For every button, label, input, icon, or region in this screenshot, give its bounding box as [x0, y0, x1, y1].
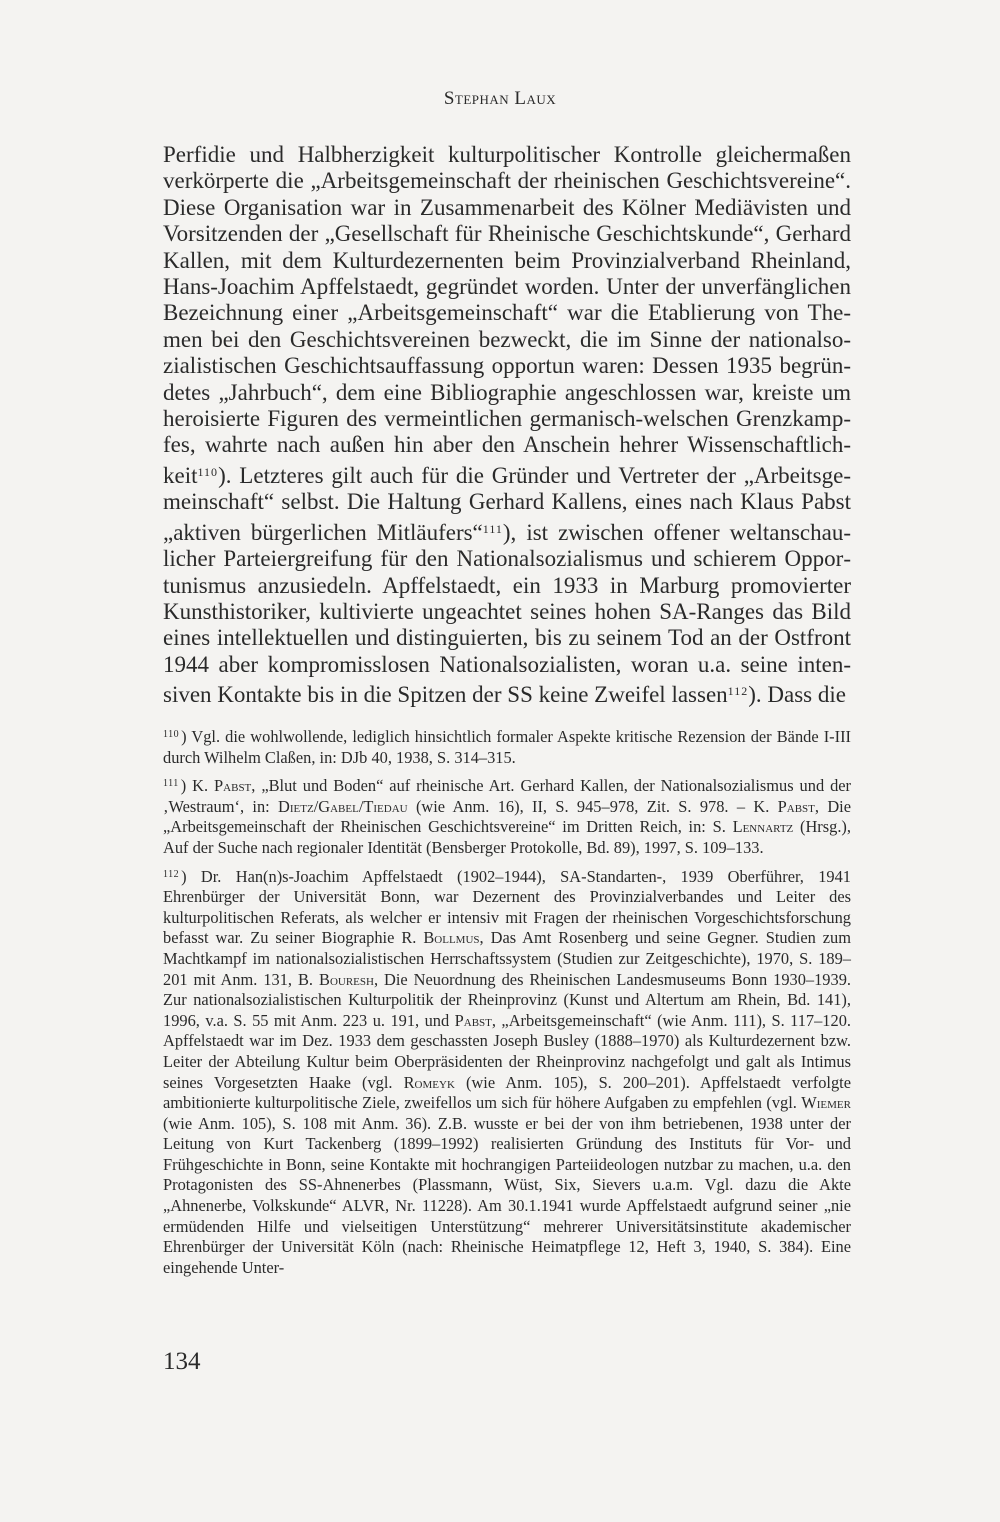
footnote-text: ) Vgl. die wohlwollende, lediglich hinsichtlich formaler Aspekte kritische Rezension der Bände I-III durch Wilhelm Claßen, in: DJb 40, 1938, S. 314–315. [163, 727, 851, 767]
running-title: Stephan Laux [443, 88, 557, 109]
body-text-part-1: Perfidie und Halbherzigkeit kulturpolitischer Kontrolle gleichermaßen verkörperte die „Arbeitsgemeinschaft der rheinischen Geschichtsvereine“. Diese Organisation war in Zusammenarbeit des Kölner Mediävisten und Vorsitzenden der „Gesellschaft für Rheinische Geschichtskunde“, Gerhard Kallen, mit dem Kulturdezernenten beim Provinzialverband Rheinland, Hans-Joachim Apffelstaedt, gegründet worden. Unter der unverfänglichen Bezeichnung einer „Arbeitsgemeinschaft“ war die Etablierung von Themen bei den Geschichtsvereinen bezweckt, die im Sinne der nationalsozialistischen Geschichtsauffassung opportun waren: Dessen 1935 begründetes „Jahrbuch“, dem eine Bibliographie angeschlossen war, kreiste um heroisierte Figuren des vermeintlichen germanisch-welschen Grenzkampfes, wahrte nach außen hin aber den Anschein hehrer Wissenschaftlichkeit [163, 142, 851, 488]
main-text [163, 142, 851, 709]
footnote-text: , „Blut und Boden“ auf rheinische Art. Gerhard Kallen, der Nationalsozialismus und der ‚Westraum‘, in: [163, 776, 852, 816]
author-name: Pabst [214, 776, 252, 796]
footnote-text: (wie Anm. 16), II, S. 945–978, Zit. S. 978. – K. [407, 796, 778, 816]
footnote-text: (Hrsg.), Auf der Suche nach regionaler Identität (Bensberger Protokolle, Bd. 89), 1997, S. 109–133. [163, 817, 851, 857]
author-name: Lennartz [732, 817, 794, 837]
footnote-text: (wie Anm. 105), S. 108 mit Anm. 36). Z.B. wusste er bei der von ihm betriebenen, 1938 unter der Leitung von Kurt Tackenberg (1899–1992) realisierten Gründung des Instituts für Vor- und Frühgeschichte in Bonn, seine Kontakte mit hochrangigen Parteiideologen nutzbar zu machen, u.a. den Protagonisten des SS-Ahnenerbes (Plassmann, Wüst, Six, Sievers u.a.m. Vgl. dazu die Akte „Ahnenerbe, Volkskunde“ ALVR, Nr. 11228). Am 30.1.1941 wurde Apffelstaedt aufgrund seiner „nie ermüdenden Hilfe und vielseitigen Unterstützung“ mehrerer Universitätsinstitute akademischer Ehrenbürger der Universität Köln (nach: Rheinische Heimatpflege 12, Heft 3, 1940, S. 384). Eine eingehende Unter- [163, 1113, 851, 1277]
footnote-112 [163, 865, 851, 1279]
footnote-text: ) Dr. Han(n)s-Joachim Apffelstaedt (1902–1944), SA-Standarten-, 1939 Oberführer, 1941 Ehrenbürger der Universität Bonn, war Dezernent des Provinzialverbandes und Leiter des kulturpolitischen Referats, als welcher er intensiv mit Fragen der rheinischen Vorgeschichtsforschung befasst war. Zu seiner Biographie R. [163, 866, 851, 948]
author-name: Pabst [454, 1010, 492, 1030]
body-text-part-3: ), ist zwischen offener weltanschaulicher Parteiergreifung für den Nationalsozialismus und schierem Opportunismus anzusiedeln. Apffelstaedt, ein 1933 in Marburg promovierter Kunsthistoriker, kultivierte ungeachtet seines hohen SA-Ranges das Bild eines intellektuellen und distinguierten, bis zu seinem Tod an der Ostfront 1944 aber kompromisslosen Nationalsozialisten, woran u.a. seine intensiven Kontakte bis in die Spitzen der SS keine Zweifel lassen [163, 519, 852, 708]
footnote-111 [163, 774, 851, 858]
footnote-110 [163, 725, 851, 768]
page-number: 134 [163, 1348, 201, 1375]
footnote-number: 112 [163, 868, 180, 880]
footnote-ref-110[interactable]: 110 [197, 464, 219, 479]
footnotes [163, 725, 851, 1284]
footnote-ref-112[interactable]: 112 [727, 684, 749, 699]
body-text-part-4: ). Dass die [748, 682, 846, 708]
footnote-ref-111[interactable]: 111 [482, 521, 503, 536]
body-paragraph [163, 142, 851, 709]
running-header [0, 88, 1000, 110]
author-name: Bouresh [319, 969, 374, 989]
footnote-text: ) K. [180, 776, 215, 796]
footnote-number: 110 [163, 729, 180, 740]
author-name: Romeyk [403, 1072, 455, 1092]
author-name: Pabst [777, 796, 815, 816]
footnote-number: 111 [163, 778, 179, 790]
footnote-text: , „Arbeitsgemeinschaft“ (wie Anm. 111), S. 117–120. Apffelstaedt war im Dez. 1933 dem geschassten Joseph Busley (1888–1970) als Kulturdezernent bzw. Leiter der Abteilung Kultur beim Oberpräsidenten der Rheinprovinz nachgefolgt und galt als Intimus seines Vorgesetzten Haake (vgl. [163, 1010, 851, 1092]
author-name: Wiemer [801, 1093, 851, 1113]
footnote-text: (wie Anm. 105), S. 200–201). Apffelstaedt verfolgte ambitionierte kulturpolitische Ziele, zweifellos um sich für höhere Aufgaben zu empfehlen (vgl. [163, 1072, 851, 1113]
author-name: Bollmus [423, 928, 480, 948]
body-text-part-2: ). Letzteres gilt auch für die Gründer und Vertreter der „Arbeitsgemeinschaft“ selbst. Die Haltung Gerhard Kallens, eines nach Klaus Pabst „aktiven bürgerlichen Mitläufers“ [163, 462, 851, 545]
footnote-text: , Die Neuordnung des Rheinischen Landesmuseums Bonn 1930–1939. Zur nationalsozialistischen Kulturpolitik der Rheinprovinz (Kunst und Altertum am Rhein, Bd. 141), 1996, v.a. S. 55 mit Anm. 223 u. 191, und [163, 969, 851, 1030]
footnote-text: , Die „Arbeitsgemeinschaft der Rheinischen Geschichtsvereine“ im Dritten Reich, in: S. [163, 796, 851, 837]
author-name: Dietz/Gabel/Tiedau [278, 796, 408, 816]
footnote-text: , Das Amt Rosenberg und seine Gegner. Studien zum Machtkampf im nationalsozialistischen Herrschaftssystem (Studien zur Zeitgeschichte), 1970, S. 189–201 mit Anm. 131, B. [163, 928, 851, 989]
